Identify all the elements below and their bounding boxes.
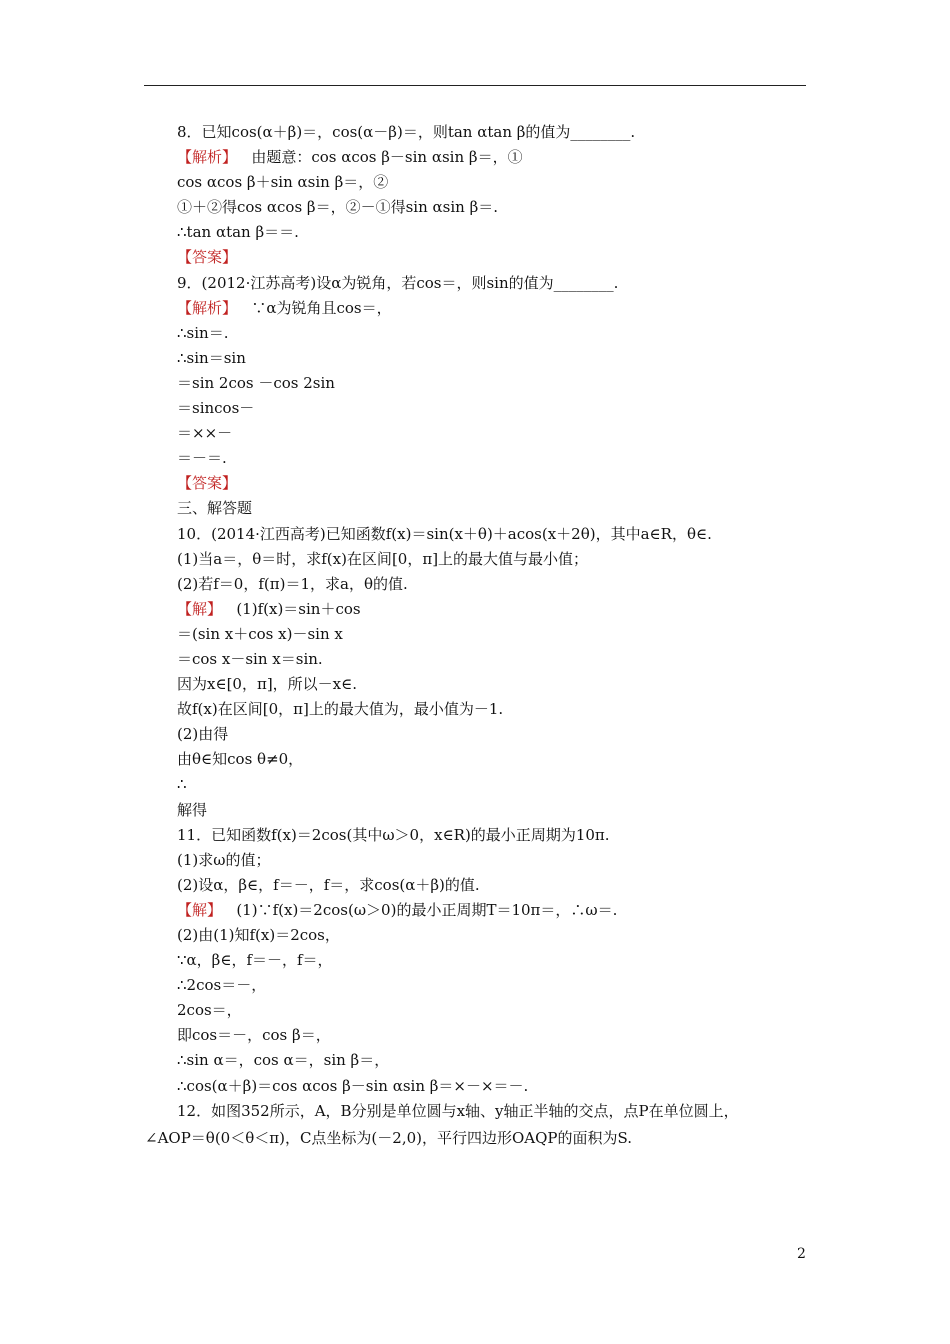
q8-step: ∴tan αtan β＝＝.	[177, 223, 299, 242]
page-number: 2	[797, 1246, 806, 1262]
q11-text: 11．已知函数f(x)＝2cos(其中ω＞0，x∈R)的最小正周期为10π.	[177, 825, 610, 844]
solution-tag: 【解析】	[177, 148, 238, 167]
q10-text: 10．(2014·江西高考)已知函数f(x)＝sin(x＋θ)＋acos(x＋2θ)，其中a∈R，θ∈.	[177, 524, 712, 543]
q11-part1: (1)求ω的值；	[177, 850, 271, 869]
q9-step: ∴sin＝sin	[177, 348, 246, 367]
q11-solution-line	[177, 898, 817, 923]
q11-part2: (2)设α，β∈，f＝－，f＝，求cos(α＋β)的值.	[177, 875, 480, 894]
q12-text-continued: ∠AOP＝θ(0＜θ＜π)，C点坐标为(－2,0)，平行四边形OAQP的面积为S.	[145, 1129, 633, 1147]
q9-text: 9．(2012·江苏高考)设α为锐角，若cos＝，则sin的值为________.	[177, 273, 619, 292]
q10-part2: (2)若f＝0，f(π)＝1，求a，θ的值.	[177, 574, 408, 593]
document-body	[177, 120, 817, 1124]
q11-step: ∴sin α＝，cos α＝，sin β＝，	[177, 1051, 390, 1070]
q10-step: 解得	[177, 800, 208, 819]
q9-step: ＝sin 2cos －cos 2sin	[177, 373, 335, 392]
solution-tag: 【解】	[177, 599, 223, 618]
q11-step: 2cos＝，	[177, 1001, 242, 1020]
solution-tag: 【解析】	[177, 298, 238, 317]
q10-part1: (1)当a＝，θ＝时，求f(x)在区间[0，π]上的最大值与最小值；	[177, 549, 589, 568]
q11-step: 即cos＝－，cos β＝，	[177, 1026, 331, 1045]
q10-step: 因为x∈[0，π]，所以－x∈.	[177, 675, 358, 694]
q10-step: ＝(sin x＋cos x)－sin x	[177, 624, 343, 643]
q12-text: 12．如图352所示，A，B分别是单位圆与x轴、y轴正半轴的交点，点P在单位圆上，	[177, 1101, 739, 1120]
q8-solution-line	[177, 145, 817, 170]
q10-step: (2)由得	[177, 725, 229, 744]
q9-solution-line	[177, 296, 817, 321]
answer-tag: 【答案】	[177, 248, 238, 267]
q10-solution-line	[177, 597, 817, 622]
q9-step: ＝－＝.	[177, 449, 227, 468]
q8-text: 8．已知cos(α＋β)＝，cos(α－β)＝，则tan αtan β的值为________.	[177, 123, 636, 141]
solution-tag: 【解】	[177, 900, 223, 919]
answer-tag: 【答案】	[177, 474, 238, 493]
q8-step: cos αcos β＋sin αsin β＝，②	[177, 173, 389, 192]
q11-step: ∵α，β∈，f＝－，f＝，	[177, 951, 333, 970]
q10-step: ＝cos x－sin x＝sin.	[177, 649, 323, 668]
q9-solution-text: ∵α为锐角且cos＝，	[251, 298, 392, 317]
q11-step: ∴cos(α＋β)＝cos αcos β－sin αsin β＝×－×＝－.	[177, 1076, 529, 1095]
section-heading: 三、解答题	[177, 499, 253, 518]
q9-step: ＝sincos－	[177, 399, 255, 418]
q11-step: ∴2cos＝－，	[177, 976, 267, 995]
q10-solution-text: (1)f(x)＝sin＋cos	[236, 599, 361, 618]
q11-solution-text: (1)∵f(x)＝2cos(ω＞0)的最小正周期T＝10π＝，∴ω＝.	[236, 900, 618, 919]
q11-step: (2)由(1)知f(x)＝2cos，	[177, 926, 340, 944]
q8-solution-text: 由题意：cos αcos β－sin αsin β＝，①	[251, 148, 523, 167]
q8-step: ①＋②得cos αcos β＝，②－①得sin αsin β＝.	[177, 198, 499, 217]
q10-step: 由θ∈知cos θ≠0，	[177, 750, 304, 769]
q10-step: 故f(x)在区间[0，π]上的最大值为，最小值为－1.	[177, 700, 504, 719]
q9-step: ∴sin＝.	[177, 323, 229, 342]
header-rule	[144, 85, 806, 86]
q10-step: ∴	[177, 775, 187, 794]
q9-step: ＝××－	[177, 424, 233, 443]
